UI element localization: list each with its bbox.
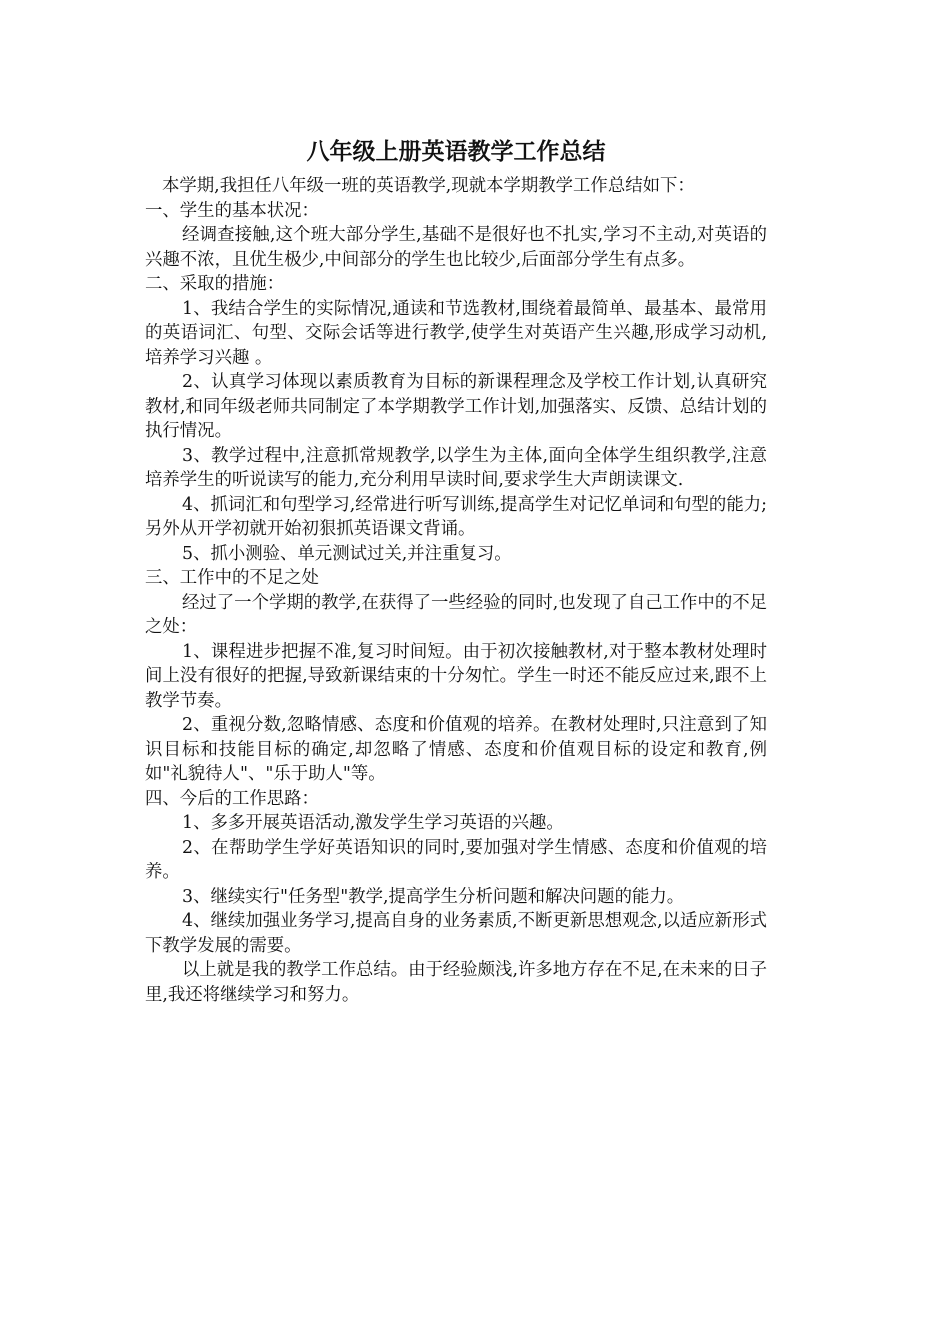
section-heading-measures: 二、采取的措施： [145, 274, 285, 294]
section-heading-future-plans: 四、今后的工作思路： [145, 788, 319, 809]
paragraph: 3、继续实行"任务型"教学,提高学生分析问题和解决问题的能力。 [182, 886, 685, 907]
document-title: 八年级上册英语教学工作总结 [306, 138, 606, 165]
paragraph: 4、抓词汇和句型学习,经常进行听写训练,提高学生对记忆单词和句型的能力;另外从开学初就开始初狠抓英语课文背诵。 [145, 494, 767, 539]
paragraph: 经过了一个学期的教学,在获得了一些经验的同时,也发现了自己工作中的不足之处： [145, 592, 767, 637]
section-heading-student-status: 一、学生的基本状况： [145, 200, 319, 221]
paragraph: 3、教学过程中,注意抓常规教学,以学生为主体,面向全体学生组织教学,注意培养学生的听说读写的能力,充分利用早读时间,要求学生大声朗读课文. [145, 445, 767, 490]
paragraph: 2、认真学习体现以素质教育为目标的新课程理念及学校工作计划,认真研究教材,和同年级老师共同制定了本学期教学工作计划,加强落实、反馈、总结计划的执行情况。 [145, 372, 767, 441]
paragraph: 1、多多开展英语活动,激发学生学习英语的兴趣。 [182, 813, 564, 833]
paragraph: 2、重视分数,忽略情感、态度和价值观的培养。在教材处理时,只注意到了知识目标和技能目标的确定,却忽略了情感、态度和价值观目标的设定和教育,例如"礼貌待人"、"乐于助人"等。 [145, 715, 767, 784]
paragraph: 5、抓小测验、单元测试过关,并注重复习。 [182, 543, 512, 564]
paragraph: 2、在帮助学生学好英语知识的同时,要加强对学生情感、态度和价值观的培养。 [145, 837, 767, 882]
paragraph: 1、课程进步把握不准,复习时间短。由于初次接触教材,对于整本教材处理时间上没有很好的把握,导致新课结束的十分匆忙。学生一时还不能反应过来,跟不上教学节奏。 [145, 641, 767, 711]
document-body [145, 136, 767, 1007]
paragraph: 经调查接触,这个班大部分学生,基础不是很好也不扎实,学习不主动,对英语的兴趣不浓，且优生极少,中间部分的学生也比较少,后面部分学生有点多。 [145, 225, 767, 270]
closing-paragraph: 以上就是我的教学工作总结。由于经验颇浅,许多地方存在不足,在未来的日子里,我还将继续学习和努力。 [145, 960, 767, 1005]
intro-paragraph: 本学期,我担任八年级一班的英语教学,现就本学期教学工作总结如下： [162, 176, 695, 196]
paragraph: 1、我结合学生的实际情况,通读和节选教材,围绕着最简单、最基本、最常用的英语词汇、句型、交际会话等进行教学,使学生对英语产生兴趣,形成学习动机,培养学习兴趣 。 [145, 298, 767, 368]
section-heading-shortcomings: 三、工作中的不足之处 [145, 568, 319, 588]
paragraph: 4、继续加强业务学习,提高自身的业务素质,不断更新思想观念,以适应新形式下教学发展的需要。 [145, 911, 767, 956]
